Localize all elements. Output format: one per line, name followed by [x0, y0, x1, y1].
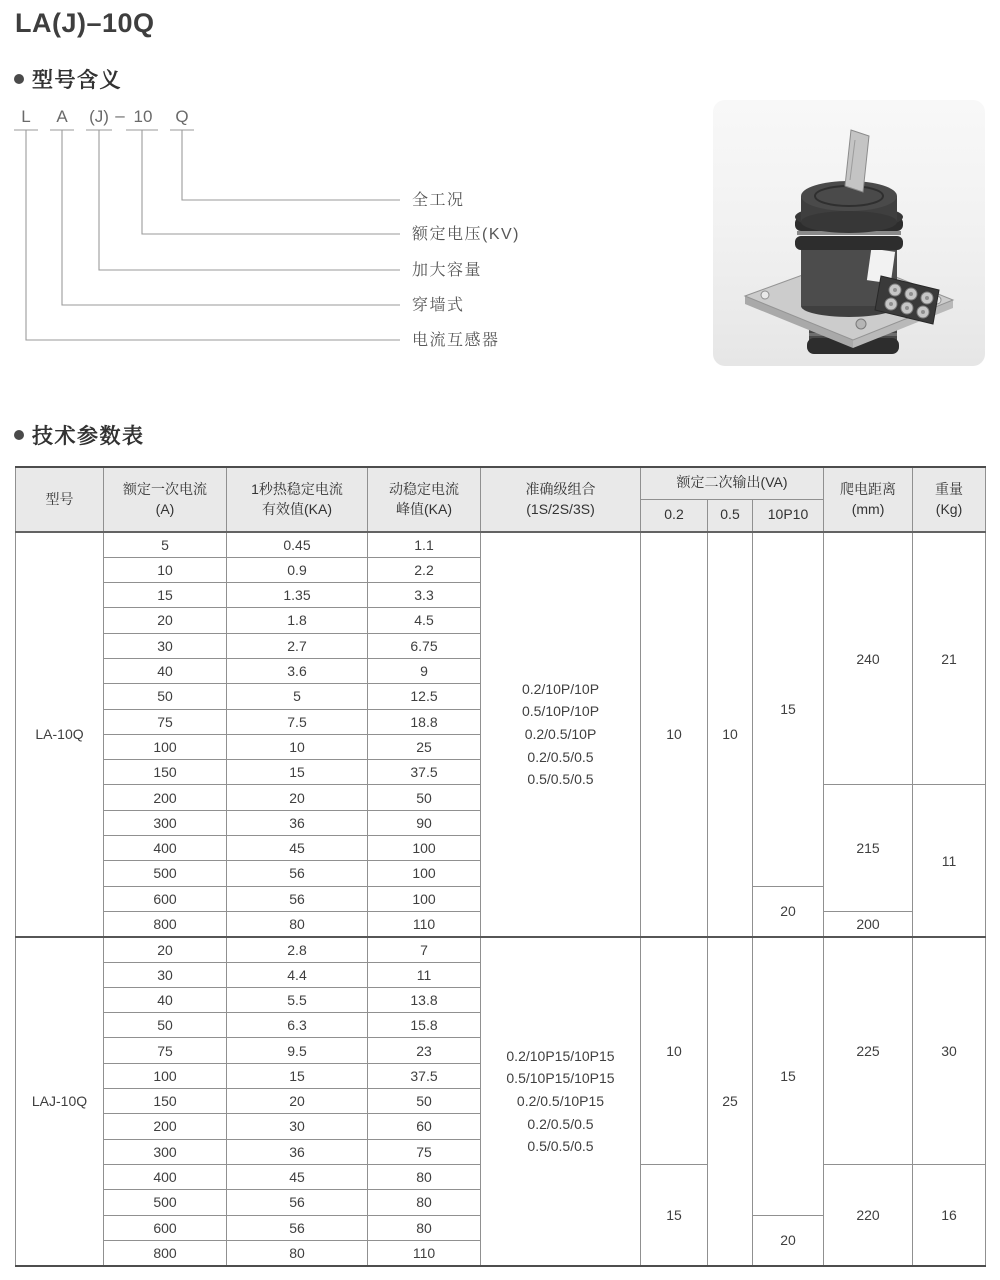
cell-out-10p10: 15 [753, 937, 824, 1215]
cell-thermal-current: 36 [227, 810, 368, 835]
cell-thermal-current: 45 [227, 836, 368, 861]
section-tech-params [14, 420, 145, 450]
cell-dynamic-current: 100 [368, 836, 481, 861]
cell-thermal-current: 80 [227, 911, 368, 936]
code-label-q: 全工况 [412, 192, 465, 209]
cell-creepage: 225 [824, 937, 913, 1165]
code-label-l: 电流互感器 [412, 332, 500, 349]
cell-primary-current: 500 [104, 1190, 227, 1215]
cell-dynamic-current: 7 [368, 937, 481, 962]
cell-creepage: 200 [824, 911, 913, 936]
section-model-meaning [14, 64, 122, 94]
cell-creepage: 240 [824, 532, 913, 785]
cell-thermal-current: 56 [227, 1215, 368, 1240]
cell-out-0-5: 10 [708, 532, 753, 937]
cell-creepage: 215 [824, 785, 913, 911]
cell-primary-current: 20 [104, 608, 227, 633]
cell-thermal-current: 10 [227, 734, 368, 759]
cell-dynamic-current: 13.8 [368, 987, 481, 1012]
header-line: 爬电距离 [840, 480, 897, 497]
col-header-secondary-output: 额定二次输出(VA) [641, 467, 824, 499]
cell-primary-current: 5 [104, 532, 227, 557]
transformer-illustration [745, 130, 953, 354]
cell-primary-current: 800 [104, 911, 227, 936]
cell-primary-current: 40 [104, 987, 227, 1012]
cell-thermal-current: 9.5 [227, 1038, 368, 1063]
code-label-a: 穿墙式 [412, 297, 465, 314]
cell-primary-current: 800 [104, 1240, 227, 1265]
cell-dynamic-current: 90 [368, 810, 481, 835]
cell-out-0-5: 25 [708, 937, 753, 1266]
cell-primary-current: 75 [104, 1038, 227, 1063]
col-header-10p10: 10P10 [753, 499, 824, 532]
cell-primary-current: 400 [104, 1164, 227, 1189]
cell-primary-current: 150 [104, 760, 227, 785]
code-letter-l: L [21, 107, 31, 126]
col-header-0-2: 0.2 [641, 499, 708, 532]
cell-primary-current: 100 [104, 734, 227, 759]
cell-out-0-2: 10 [641, 532, 708, 937]
cell-primary-current: 300 [104, 810, 227, 835]
cell-dynamic-current: 9 [368, 658, 481, 683]
cell-primary-current: 600 [104, 886, 227, 911]
table-header [16, 467, 986, 532]
cell-dynamic-current: 37.5 [368, 1063, 481, 1088]
cell-dynamic-current: 37.5 [368, 760, 481, 785]
code-letter-q: Q [175, 107, 189, 126]
cell-thermal-current: 15 [227, 760, 368, 785]
cell-dynamic-current: 6.75 [368, 633, 481, 658]
section-tech-params-label: 技术参数表 [32, 425, 145, 448]
cell-thermal-current: 80 [227, 1240, 368, 1265]
cell-dynamic-current: 12.5 [368, 684, 481, 709]
cell-dynamic-current: 15.8 [368, 1013, 481, 1038]
cell-thermal-current: 4.4 [227, 962, 368, 987]
cell-weight: 30 [913, 937, 986, 1165]
cell-primary-current: 30 [104, 962, 227, 987]
header-line: 峰值(KA) [396, 500, 452, 517]
cell-primary-current: 100 [104, 1063, 227, 1088]
cell-weight: 16 [913, 1164, 986, 1265]
bullet-icon [14, 430, 24, 440]
header-line: 重量 [935, 480, 964, 497]
cell-model: LA-10Q [16, 532, 104, 937]
cell-out-10p10: 20 [753, 886, 824, 937]
product-photo-panel [713, 100, 985, 366]
header-line: 额定一次电流 [123, 480, 207, 497]
cell-thermal-current: 2.7 [227, 633, 368, 658]
header-line: (Kg) [935, 500, 963, 517]
header-line: 1秒热稳定电流 [251, 480, 343, 497]
bullet-icon [14, 74, 24, 84]
cell-thermal-current: 56 [227, 1190, 368, 1215]
cell-primary-current: 300 [104, 1139, 227, 1164]
cell-thermal-current: 5.5 [227, 987, 368, 1012]
cell-primary-current: 50 [104, 1013, 227, 1038]
cell-dynamic-current: 80 [368, 1164, 481, 1189]
cell-dynamic-current: 2.2 [368, 557, 481, 582]
header-line: 动稳定电流 [389, 480, 459, 497]
code-dash: – [115, 106, 125, 125]
cell-dynamic-current: 1.1 [368, 532, 481, 557]
cell-primary-current: 75 [104, 709, 227, 734]
cell-dynamic-current: 18.8 [368, 709, 481, 734]
header-line: (A) [155, 500, 175, 517]
cell-thermal-current: 56 [227, 886, 368, 911]
cell-primary-current: 50 [104, 684, 227, 709]
cell-primary-current: 400 [104, 836, 227, 861]
cell-dynamic-current: 23 [368, 1038, 481, 1063]
header-line: (1S/2S/3S) [526, 500, 595, 517]
cell-primary-current: 200 [104, 1114, 227, 1139]
cell-primary-current: 30 [104, 633, 227, 658]
col-header-weight [913, 467, 986, 532]
cell-dynamic-current: 75 [368, 1139, 481, 1164]
cell-dynamic-current: 50 [368, 1089, 481, 1114]
code-letter-a: A [56, 107, 68, 126]
cell-thermal-current: 3.6 [227, 658, 368, 683]
header-line: 准确级组合 [525, 480, 596, 497]
cell-primary-current: 200 [104, 785, 227, 810]
col-header-0-5: 0.5 [708, 499, 753, 532]
cell-weight: 21 [913, 532, 986, 785]
cell-dynamic-current: 100 [368, 886, 481, 911]
code-label-j: 加大容量 [412, 262, 483, 279]
cell-dynamic-current: 80 [368, 1190, 481, 1215]
cell-thermal-current: 20 [227, 785, 368, 810]
cell-out-10p10: 20 [753, 1215, 824, 1266]
model-code-diagram [0, 95, 560, 360]
cell-dynamic-current: 100 [368, 861, 481, 886]
cell-out-0-2: 15 [641, 1164, 708, 1265]
cell-thermal-current: 15 [227, 1063, 368, 1088]
cell-primary-current: 10 [104, 557, 227, 582]
header-line: (mm) [851, 500, 885, 517]
cell-thermal-current: 1.8 [227, 608, 368, 633]
cell-dynamic-current: 50 [368, 785, 481, 810]
col-header-creepage [824, 467, 913, 532]
cell-thermal-current: 45 [227, 1164, 368, 1189]
tech-params-table [15, 466, 986, 1267]
cell-dynamic-current: 110 [368, 1240, 481, 1265]
col-header-primary-current [104, 467, 227, 532]
cell-thermal-current: 2.8 [227, 937, 368, 962]
cell-thermal-current: 30 [227, 1114, 368, 1139]
header-line: 有效值(KA) [262, 500, 332, 517]
cell-model: LAJ-10Q [16, 937, 104, 1266]
cell-primary-current: 20 [104, 937, 227, 962]
cell-dynamic-current: 80 [368, 1215, 481, 1240]
cell-accuracy: 0.2/10P15/10P15 0.5/10P15/10P15 0.2/0.5/10P15 0.2/0.5/0.5 0.5/0.5/0.5 [481, 937, 641, 1266]
cell-thermal-current: 36 [227, 1139, 368, 1164]
cell-dynamic-current: 3.3 [368, 583, 481, 608]
code-number-10: 10 [133, 107, 153, 126]
col-header-accuracy [481, 467, 641, 532]
cell-accuracy: 0.2/10P/10P 0.5/10P/10P 0.2/0.5/10P 0.2/0.5/0.5 0.5/0.5/0.5 [481, 532, 641, 937]
code-label-10: 额定电压(KV) [412, 226, 521, 243]
cell-out-10p10: 15 [753, 532, 824, 886]
code-letter-j: (J) [89, 107, 109, 126]
cell-primary-current: 500 [104, 861, 227, 886]
cell-thermal-current: 6.3 [227, 1013, 368, 1038]
cell-dynamic-current: 110 [368, 911, 481, 936]
cell-thermal-current: 0.9 [227, 557, 368, 582]
col-header-model: 型号 [16, 467, 104, 532]
cell-creepage: 220 [824, 1164, 913, 1265]
cell-out-0-2: 10 [641, 937, 708, 1165]
param-table-body [16, 532, 986, 1266]
cell-thermal-current: 7.5 [227, 709, 368, 734]
cell-primary-current: 40 [104, 658, 227, 683]
cell-dynamic-current: 25 [368, 734, 481, 759]
cell-weight: 11 [913, 785, 986, 937]
cell-dynamic-current: 4.5 [368, 608, 481, 633]
page-title: LA(J)–10Q [15, 8, 155, 38]
cell-thermal-current: 0.45 [227, 532, 368, 557]
section-model-meaning-label: 型号含义 [32, 69, 122, 92]
cell-dynamic-current: 60 [368, 1114, 481, 1139]
col-header-thermal-current [227, 467, 368, 532]
diagram-connector-lines [26, 130, 400, 340]
cell-primary-current: 150 [104, 1089, 227, 1114]
cell-thermal-current: 20 [227, 1089, 368, 1114]
cell-thermal-current: 5 [227, 684, 368, 709]
transformer-photo [713, 100, 985, 366]
cell-primary-current: 600 [104, 1215, 227, 1240]
cell-primary-current: 15 [104, 583, 227, 608]
cell-thermal-current: 56 [227, 861, 368, 886]
col-header-dynamic-current [368, 467, 481, 532]
cell-dynamic-current: 11 [368, 962, 481, 987]
cell-thermal-current: 1.35 [227, 583, 368, 608]
